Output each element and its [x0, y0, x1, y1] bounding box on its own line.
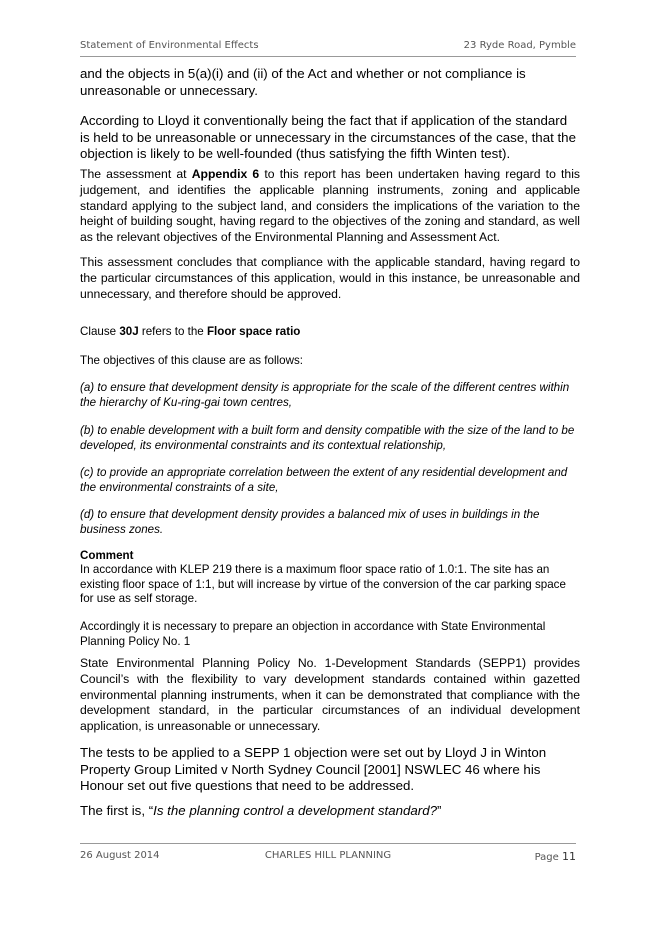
sepp-paragraph: State Environmental Planning Policy No. 1-Development Standards (SEPP1) provides Council’s with the flexibility to vary development standards contained within gazetted environmental planning instruments, when it can be demonstrated that compliance with the development standard, in the particular circumstances of an individual development application, is unreasonable or unnecessary. [80, 656, 580, 734]
clause-title: Floor space ratio [206, 325, 301, 338]
footer-date: 26 August 2014 [80, 850, 160, 861]
paragraph-conclusion: This assessment concludes that compliance with the applicable standard, having regard to the particular circumstances of this application, would in this instance, be unreasonable and unnecessary, and therefore should be approved. [80, 255, 580, 301]
clause-number: 30J [119, 325, 139, 338]
objectives-intro: The objectives of this clause are as follows: [80, 354, 303, 367]
page-number: 11 [562, 850, 576, 863]
first-question-suffix: ” [437, 803, 442, 818]
objective-a: (a) to ensure that development density is appropriate for the scale of the different centres within the hierarchy of Ku-ring-gai town centres, [80, 381, 570, 409]
objective-c: (c) to provide an appropriate correlation between the extent of any residential development and the environmental constraints of a site, [80, 466, 568, 494]
objective-d: (d) to ensure that development density provides a balanced mix of uses in buildings in the business zones. [80, 508, 540, 536]
first-question [80, 803, 580, 820]
clause-heading [80, 325, 580, 340]
comment-text: In accordance with KLEP 219 there is a maximum floor space ratio of 1.0:1. The site has an existing floor space of 1:1, but will increase by virtue of the conversion of the car parking space for use as self storage. [80, 563, 566, 605]
first-question-prefix: The first is, “ [80, 803, 154, 818]
footer-company: CHARLES HILL PLANNING [264, 850, 392, 861]
footer-page [535, 850, 576, 863]
header-document-title: Statement of Environmental Effects [80, 40, 259, 51]
header-divider [80, 56, 576, 57]
page-label: Page [534, 852, 559, 863]
header-address: 23 Ryde Road, Pymble [463, 40, 576, 51]
page-header [80, 40, 576, 54]
paragraph-assessment [80, 167, 580, 246]
tests-paragraph: The tests to be applied to a SEPP 1 objection were set out by Lloyd J in Winton Property Group Limited v North Sydney Council [2001] NSWLEC 46 where his Honour set out five questions that need to be addressed. [80, 745, 547, 793]
sepp-intro: Accordingly it is necessary to prepare an objection in accordance with State Environmental Planning Policy No. 1 [80, 620, 546, 648]
assessment-text-start: The assessment at [80, 167, 192, 181]
paragraph-lloyd: According to Lloyd it conventionally being the fact that if application of the standard is held to be unreasonable or unnecessary in the circumstances of the case, that the objection is likely to be well-founded (thus satisfying the fifth Winten test). [80, 113, 576, 161]
assessment-text-rest: to this report has been undertaken having regard to this judgement, and identifies the applicable planning instruments, zoning and applicable standard applying to the subject land, and considers the implications of the variation to the height of building sought, having regard to the objectives of the zoning and standard, as well as the relevant objectives of the Environmental Planning and Assessment Act. [80, 167, 580, 245]
objective-b: (b) to enable development with a built form and density compatible with the size of the land to be developed, its environmental constraints and its contextual relationship, [80, 424, 575, 452]
clause-text-a: Clause [80, 325, 120, 338]
first-question-text: Is the planning control a development standard? [153, 803, 437, 818]
appendix-reference: Appendix 6 [191, 167, 260, 181]
comment-heading: Comment [80, 549, 134, 562]
paragraph-continuation: and the objects in 5(a)(i) and (ii) of the Act and whether or not compliance is unreasonable or unnecessary. [80, 66, 526, 98]
page-footer [80, 850, 576, 864]
footer-divider [80, 843, 576, 844]
clause-text-b: refers to the [138, 325, 207, 338]
